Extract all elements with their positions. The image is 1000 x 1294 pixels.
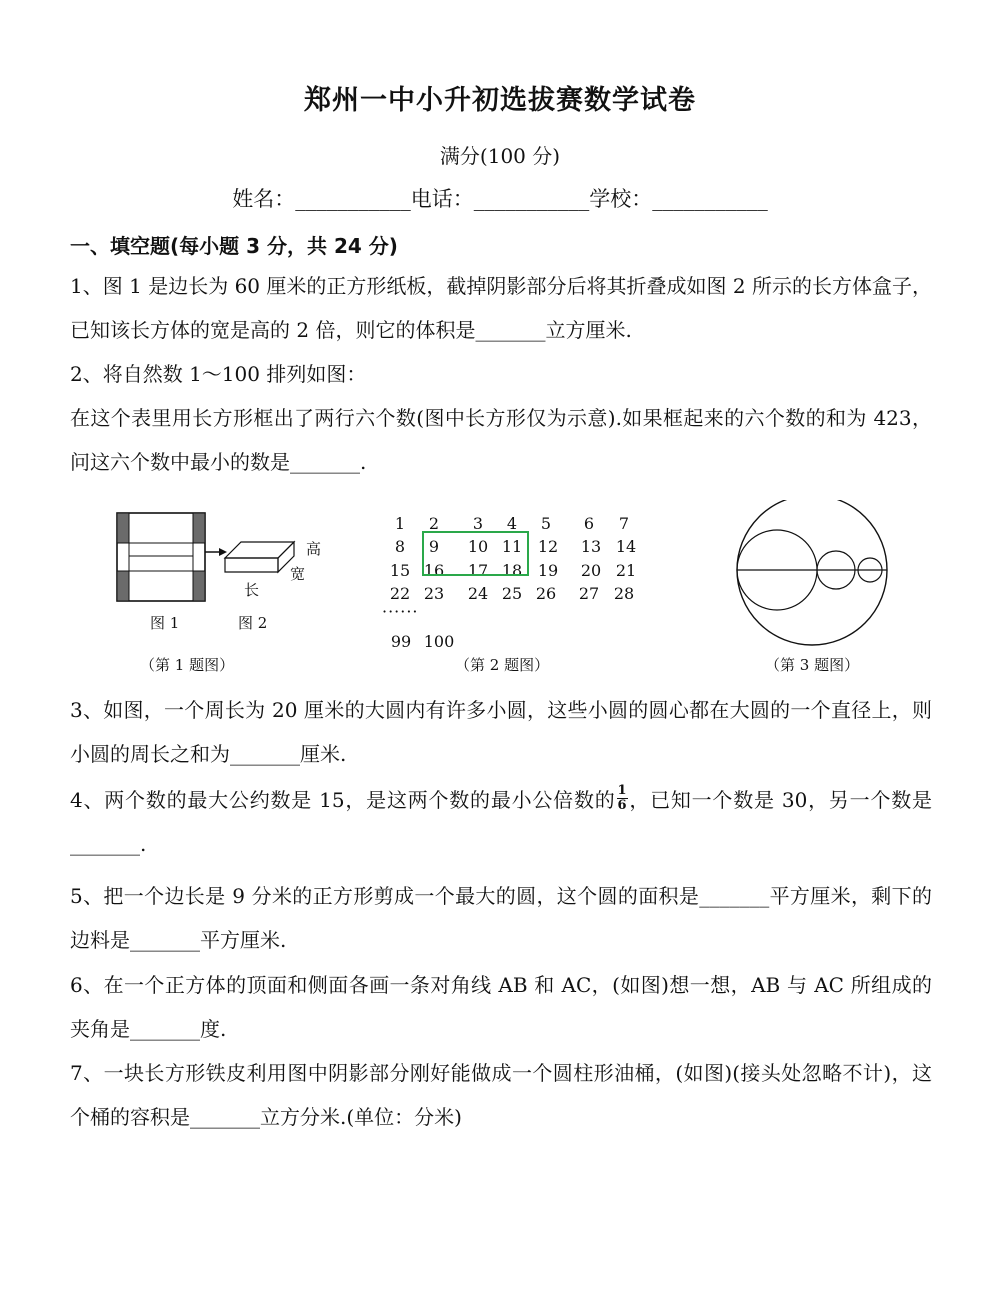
question-4 bbox=[70, 778, 932, 866]
question-1: 1、图 1 是边长为 60 厘米的正方形纸板，截掉阴影部分后将其折叠成如图 2 所示的长方体盒子，已知该长方体的宽是高的 2 倍，则它的体积是_______立方厘米. bbox=[70, 274, 932, 342]
grid-cell: 2 bbox=[428, 514, 440, 533]
grid-cell: 5 bbox=[540, 514, 552, 533]
question-2-body: 在这个表里用长方形框出了两行六个数(图中长方形仅为示意).如果框起来的六个数的和为 423，问这六个数中最小的数是_______. bbox=[70, 406, 932, 474]
grid-ellipsis: ······ bbox=[382, 602, 419, 621]
grid-cell: 28 bbox=[613, 584, 635, 603]
student-info-line: 姓名：___________电话：___________学校：___________ bbox=[232, 187, 768, 211]
grid-cell: 4 bbox=[506, 514, 518, 533]
grid-cell: 23 bbox=[423, 584, 445, 603]
question-2-intro: 2、将自然数 1～100 排列如图： bbox=[70, 362, 367, 386]
fraction-one-sixth bbox=[617, 784, 628, 813]
full-score: 满分(100 分) bbox=[439, 144, 561, 168]
question-3: 3、如图，一个周长为 20 厘米的大圆内有许多小圆，这些小圆的圆心都在大圆的一个直径上，则小圆的周长之和为_______厘米. bbox=[70, 698, 932, 766]
grid-cell: 22 bbox=[389, 584, 411, 603]
grid-cell: 100 bbox=[423, 632, 455, 651]
label-length: 长 bbox=[244, 581, 260, 599]
grid-cell: 21 bbox=[615, 561, 637, 580]
grid-cell: 24 bbox=[467, 584, 489, 603]
question-4-part-b: ，已知一个数是 30，另一个数是_______. bbox=[70, 788, 932, 856]
highlight-rectangle bbox=[422, 531, 529, 576]
grid-cell: 9 bbox=[428, 537, 440, 556]
question-6: 6、在一个正方体的顶面和侧面各画一条对角线 AB 和 AC，(如图)想一想，AB 与 AC 所组成的夹角是_______度. bbox=[70, 973, 932, 1041]
grid-cell: 11 bbox=[501, 537, 523, 556]
exam-title: 郑州一中小升初选拔赛数学试卷 bbox=[304, 85, 696, 116]
fraction-numerator: 1 bbox=[617, 783, 627, 798]
label-figure-2: 图 2 bbox=[238, 614, 268, 632]
grid-cell: 25 bbox=[501, 584, 523, 603]
question-5: 5、把一个边长是 9 分米的正方形剪成一个最大的圆，这个圆的面积是_______平方厘米，剩下的边料是_______平方厘米. bbox=[70, 884, 932, 952]
grid-cell: 17 bbox=[467, 561, 489, 580]
grid-cell: 10 bbox=[467, 537, 489, 556]
grid-cell: 99 bbox=[390, 632, 412, 651]
grid-cell: 13 bbox=[580, 537, 602, 556]
question-4-part-a: 4、两个数的最大公约数是 15，是这两个数的最小公倍数的 bbox=[70, 788, 616, 812]
grid-cell: 1 bbox=[394, 514, 406, 533]
label-width: 宽 bbox=[290, 565, 306, 583]
fraction-denominator: 6 bbox=[617, 798, 627, 813]
grid-cell: 18 bbox=[501, 561, 523, 580]
grid-cell: 27 bbox=[578, 584, 600, 603]
section-heading-fill-blank: 一、填空题(每小题 3 分，共 24 分) bbox=[70, 234, 398, 258]
figure-1-caption: （第 1 题图） bbox=[140, 656, 235, 674]
grid-cell: 12 bbox=[537, 537, 559, 556]
grid-cell: 16 bbox=[423, 561, 445, 580]
grid-cell: 15 bbox=[389, 561, 411, 580]
grid-cell: 8 bbox=[394, 537, 406, 556]
grid-cell: 14 bbox=[615, 537, 637, 556]
figure-2-caption: （第 2 题图） bbox=[455, 656, 550, 674]
question-7: 7、一块长方形铁皮利用图中阴影部分刚好能做成一个圆柱形油桶，(如图)(接头处忽略不计)，这个桶的容积是_______立方分米.(单位：分米) bbox=[70, 1061, 932, 1129]
grid-cell: 26 bbox=[535, 584, 557, 603]
grid-cell: 20 bbox=[580, 561, 602, 580]
figures-row bbox=[0, 500, 1000, 680]
grid-cell: 6 bbox=[583, 514, 595, 533]
label-figure-1: 图 1 bbox=[150, 614, 180, 632]
grid-cell: 3 bbox=[472, 514, 484, 533]
figure-3-circles bbox=[732, 500, 894, 650]
grid-cell: 19 bbox=[537, 561, 559, 580]
label-height: 高 bbox=[306, 540, 322, 558]
figure-3-caption: （第 3 题图） bbox=[765, 656, 860, 674]
grid-cell: 7 bbox=[618, 514, 630, 533]
